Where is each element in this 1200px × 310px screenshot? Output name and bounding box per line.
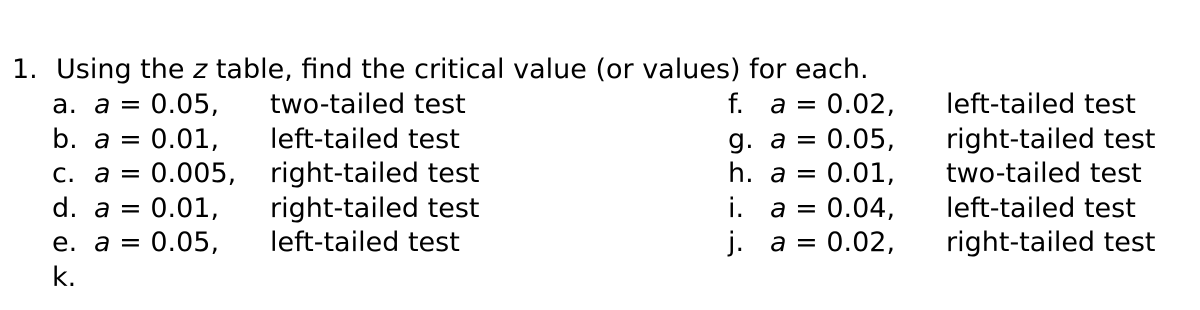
- item-letter: k.: [52, 261, 77, 293]
- question-prompt: [12, 52, 869, 88]
- alpha-symbol: a: [94, 158, 111, 189]
- item-letter: f.: [728, 89, 745, 120]
- item-alpha: a = 0.05,: [94, 89, 220, 120]
- item-value: 0.02,: [826, 227, 896, 258]
- item-value: 0.05,: [150, 89, 220, 120]
- item-letter: c.: [52, 158, 76, 189]
- item-test-type: right-tailed test: [270, 158, 480, 189]
- alpha-symbol: a: [94, 192, 111, 224]
- item-value: 0.02,: [826, 89, 896, 120]
- item-letter: j.: [728, 227, 745, 258]
- alpha-symbol: a: [94, 227, 111, 258]
- item-value: 0.01,: [150, 123, 220, 155]
- item-alpha: a = 0.01,: [94, 192, 220, 224]
- alpha-symbol: a: [770, 227, 787, 258]
- item-alpha: a = 0.05,: [770, 123, 896, 155]
- item-value: 0.01,: [826, 158, 896, 189]
- item-value: 0.05,: [150, 227, 220, 258]
- item-letter: g.: [728, 123, 754, 155]
- item-alpha: a = 0.05,: [94, 227, 220, 258]
- item-letter: d.: [52, 192, 78, 224]
- item-test-type: left-tailed test: [270, 227, 460, 258]
- item-test-type: two-tailed test: [946, 158, 1142, 189]
- item-letter: a.: [52, 89, 78, 120]
- alpha-symbol: a: [770, 123, 787, 155]
- alpha-symbol: a: [94, 89, 111, 120]
- alpha-symbol: a: [770, 192, 787, 224]
- item-value: 0.01,: [150, 192, 220, 224]
- item-alpha: a = 0.02,: [770, 227, 896, 258]
- question-number: 1.: [12, 54, 38, 85]
- z-symbol: z: [193, 54, 208, 85]
- item-test-type: right-tailed test: [946, 123, 1156, 155]
- alpha-symbol: a: [770, 89, 787, 120]
- alpha-symbol: a: [770, 158, 787, 189]
- question-text-before: Using the: [56, 54, 194, 85]
- item-value: 0.005,: [150, 158, 237, 189]
- item-value: 0.04,: [826, 192, 896, 224]
- question-text-after: table, find the critical value (or values) for each.: [207, 54, 869, 85]
- item-alpha: a = 0.01,: [94, 123, 220, 155]
- item-alpha: a = 0.01,: [770, 158, 896, 189]
- item-value: 0.05,: [826, 123, 896, 155]
- item-test-type: right-tailed test: [270, 192, 480, 224]
- item-letter: i.: [728, 192, 745, 224]
- alpha-symbol: a: [94, 123, 111, 155]
- item-letter: h.: [728, 158, 754, 189]
- item-test-type: left-tailed test: [946, 192, 1136, 224]
- item-test-type: left-tailed test: [946, 89, 1136, 120]
- item-letter: e.: [52, 227, 78, 258]
- item-alpha: a = 0.04,: [770, 192, 896, 224]
- item-test-type: two-tailed test: [270, 89, 466, 120]
- item-test-type: left-tailed test: [270, 123, 460, 155]
- item-alpha: a = 0.005,: [94, 158, 237, 189]
- item-alpha: a = 0.02,: [770, 89, 896, 120]
- item-letter: b.: [52, 123, 78, 155]
- item-test-type: right-tailed test: [946, 227, 1156, 258]
